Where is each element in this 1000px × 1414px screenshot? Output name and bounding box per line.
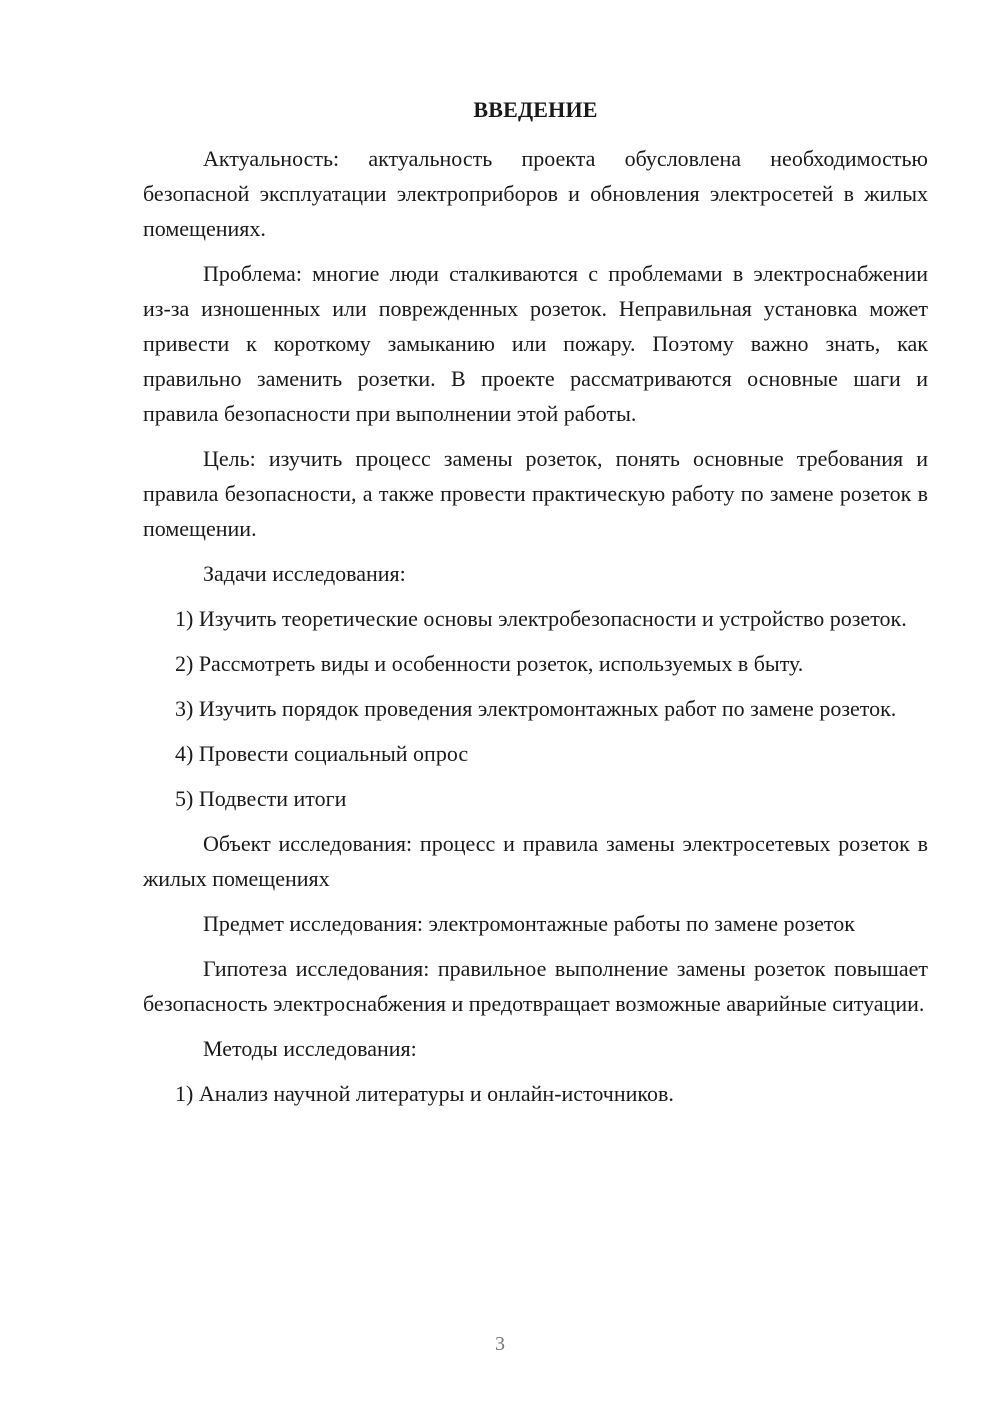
paragraph-relevance: Актуальность: актуальность проекта обусловлена необходимостью безопасной эксплуатации электроприборов и обновления электросетей в жилых помещениях. <box>143 146 928 241</box>
paragraph-object: Объект исследования: процесс и правила замены электросетевых розеток в жилых помещениях <box>143 831 928 891</box>
list-item-task-1: 1) Изучить теоретические основы электробезопасности и устройство розеток. <box>175 606 907 631</box>
page-title: ВВЕДЕНИЕ <box>473 97 598 122</box>
paragraph-subject: Предмет исследования: электромонтажные работы по замене розеток <box>203 911 855 936</box>
paragraph-problem: Проблема: многие люди сталкиваются с проблемами в электроснабжении из-за изношенных или поврежденных розеток. Неправильная установка может привести к короткому замыканию или пожару. Поэтому важно знать, как правильно заменить розетки. В проекте рассматриваются основные шаги и правила безопасности при выполнении этой работы. <box>143 261 928 426</box>
list-item-task-5: 5) Подвести итоги <box>175 786 347 811</box>
list-item-task-3: 3) Изучить порядок проведения электромонтажных работ по замене розеток. <box>175 696 897 721</box>
paragraph-methods-heading: Методы исследования: <box>203 1036 417 1061</box>
paragraph-goal: Цель: изучить процесс замены розеток, понять основные требования и правила безопасности, а также провести практическую работу по замене розеток в помещении. <box>143 446 928 541</box>
page-number: 3 <box>495 1333 505 1355</box>
document-page <box>143 92 928 1111</box>
paragraph-tasks-heading: Задачи исследования: <box>203 561 406 586</box>
paragraph-hypothesis: Гипотеза исследования: правильное выполнение замены розеток повышает безопасность электроснабжения и предотвращает возможные аварийные ситуации. <box>143 956 928 1016</box>
list-item-method-1: 1) Анализ научной литературы и онлайн-источников. <box>175 1081 674 1106</box>
list-item-task-4: 4) Провести социальный опрос <box>175 741 469 766</box>
list-item-task-2: 2) Рассмотреть виды и особенности розеток, используемых в быту. <box>175 651 804 676</box>
